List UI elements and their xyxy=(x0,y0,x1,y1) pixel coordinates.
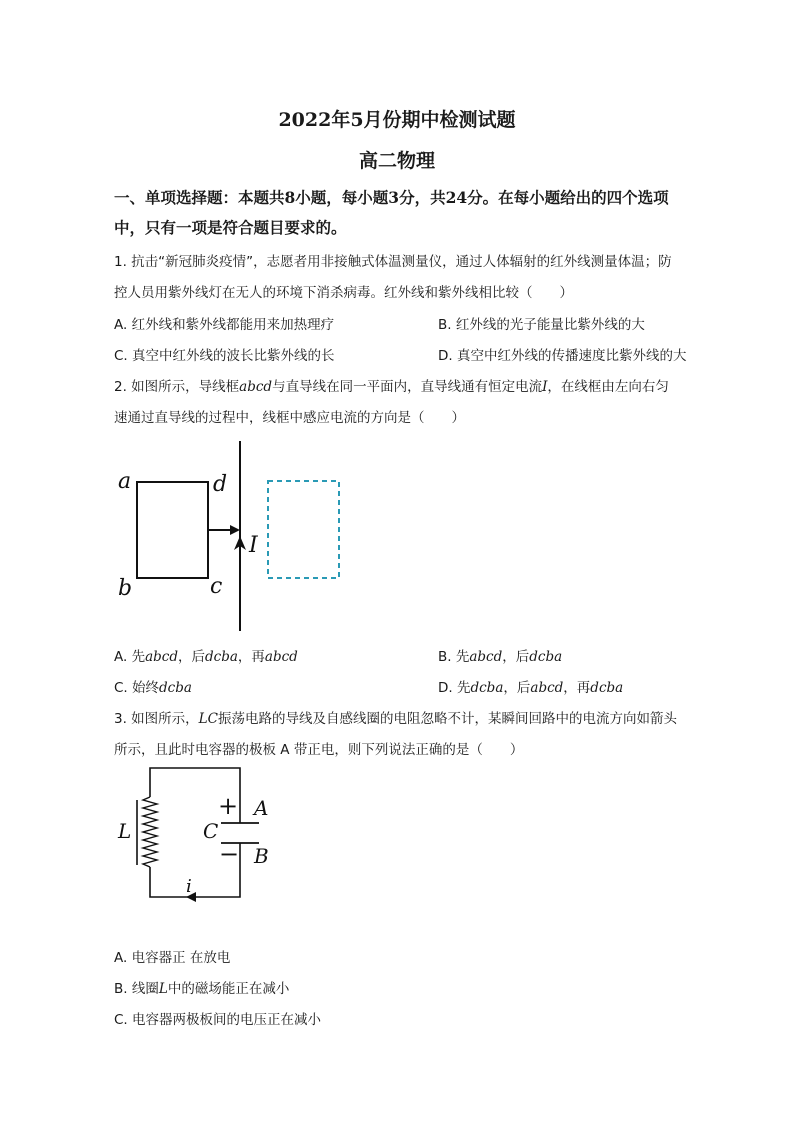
q2-stem-line2: 速通过直导线的过程中，线框中感应电流的方向是（ ） xyxy=(114,410,465,426)
q3-option-b-symbol: L xyxy=(158,981,168,997)
q3-minus-sign: − xyxy=(219,840,240,868)
q3-stem-line1 xyxy=(114,707,677,727)
q2-option-a-v2: dcba xyxy=(205,649,238,665)
q2-stem-post: ，在线框由左向右匀 xyxy=(547,379,669,395)
q2-option-d-v1: dcba xyxy=(470,680,504,696)
q3-stem-post: 振荡电路的导线及自感线圈的电阻忽略不计，某瞬间回路中的电流方向如箭头 xyxy=(217,711,677,727)
q2-final-frame-dashed xyxy=(268,481,339,578)
q3-label-i: i xyxy=(186,876,192,897)
q3-label-L: L xyxy=(118,819,132,843)
q3-plus-sign: + xyxy=(218,792,239,820)
q3-label-A: A xyxy=(254,796,269,820)
q2-option-a-prefix: A. 先 xyxy=(114,649,146,665)
q2-option-b-prefix: B. 先 xyxy=(438,649,470,665)
q3-stem-line2: 所示，且此时电容器的极板 A 带正电，则下列说法正确的是（ ） xyxy=(114,742,524,758)
q2-label-b: b xyxy=(118,576,133,601)
q1-option-b: B. 红外线的光子能量比紫外线的大 xyxy=(438,317,645,333)
q3-label-B: B xyxy=(254,844,269,868)
q2-stem-pre: 2. 如图所示，导线框 xyxy=(114,379,240,395)
q2-stem-mid: 与直导线在同一平面内，直导线通有恒定电流 xyxy=(272,379,543,395)
q2-option-a-mid1: ，后 xyxy=(178,649,205,665)
q2-frame-name: abcd xyxy=(239,379,273,395)
q2-option-c-v1: dcba xyxy=(159,680,192,696)
q3-option-b-prefix: B. 线圈 xyxy=(114,981,159,997)
q1-stem-line1: 1. 抗击“新冠肺炎疫情”，志愿者用非接触式体温测量仪，通过人体辐射的红外线测量体温；防 xyxy=(114,254,672,270)
exam-subject: 高二物理 xyxy=(358,150,435,172)
q2-option-b xyxy=(438,645,562,665)
q2-option-a-mid2: ，再 xyxy=(237,649,265,665)
q2-option-d-v2: abcd xyxy=(530,680,564,696)
q2-option-d-v3: dcba xyxy=(590,680,624,696)
q3-option-b xyxy=(114,977,289,997)
section-heading-line1: 一、单项选择题：本题共8小题，每小题3分，共24分。在每小题给出的四个选项 xyxy=(114,188,669,207)
q2-option-d xyxy=(438,676,623,696)
q1-stem-line2: 控人员用紫外线灯在无人的环境下消杀病毒。红外线和紫外线相比较（ ） xyxy=(114,285,573,301)
q2-current-symbol: I xyxy=(542,379,548,395)
q2-option-c-prefix: C. 始终 xyxy=(114,680,160,696)
q3-option-a: A. 电容器正 在放电 xyxy=(114,950,231,966)
q2-option-a-v1: abcd xyxy=(145,649,178,665)
q2-option-d-prefix: D. 先 xyxy=(438,680,471,696)
exam-title: 2022年5月份期中检测试题 xyxy=(278,109,516,131)
q3-option-c: C. 电容器两极板间的电压正在减小 xyxy=(114,1012,322,1028)
q1-option-c: C. 真空中红外线的波长比紫外线的长 xyxy=(114,348,335,364)
q2-option-a xyxy=(114,645,298,665)
q2-wire-frame xyxy=(137,482,208,578)
q3-label-C: C xyxy=(203,819,219,843)
q3-figure xyxy=(117,768,269,902)
q1-option-d: D. 真空中红外线的传播速度比紫外线的大 xyxy=(438,348,687,364)
q2-label-current: I xyxy=(249,533,258,558)
q3-circuit-wire xyxy=(150,768,240,897)
q2-motion-arrowhead xyxy=(230,525,240,535)
q2-option-b-v1: abcd xyxy=(469,649,503,665)
q2-label-d: d xyxy=(213,472,228,497)
q2-option-c xyxy=(114,676,192,696)
q3-inductor-coil xyxy=(143,797,157,867)
q3-circuit-name: LC xyxy=(198,711,218,727)
q2-option-b-v2: dcba xyxy=(529,649,563,665)
q2-label-c: c xyxy=(210,574,223,599)
q1-option-a: A. 红外线和紫外线都能用来加热理疗 xyxy=(114,317,335,333)
q2-label-a: a xyxy=(118,469,132,494)
q2-option-d-mid2: ，再 xyxy=(563,680,591,696)
q2-option-d-mid1: ，后 xyxy=(503,680,531,696)
q3-option-b-post: 中的磁场能正在减小 xyxy=(167,981,290,997)
q3-stem-pre: 3. 如图所示， xyxy=(114,711,199,727)
section-heading-line2: 中，只有一项是符合题目要求的。 xyxy=(114,218,347,237)
q2-option-a-v3: abcd xyxy=(264,649,298,665)
q2-option-b-mid1: ，后 xyxy=(502,649,530,665)
